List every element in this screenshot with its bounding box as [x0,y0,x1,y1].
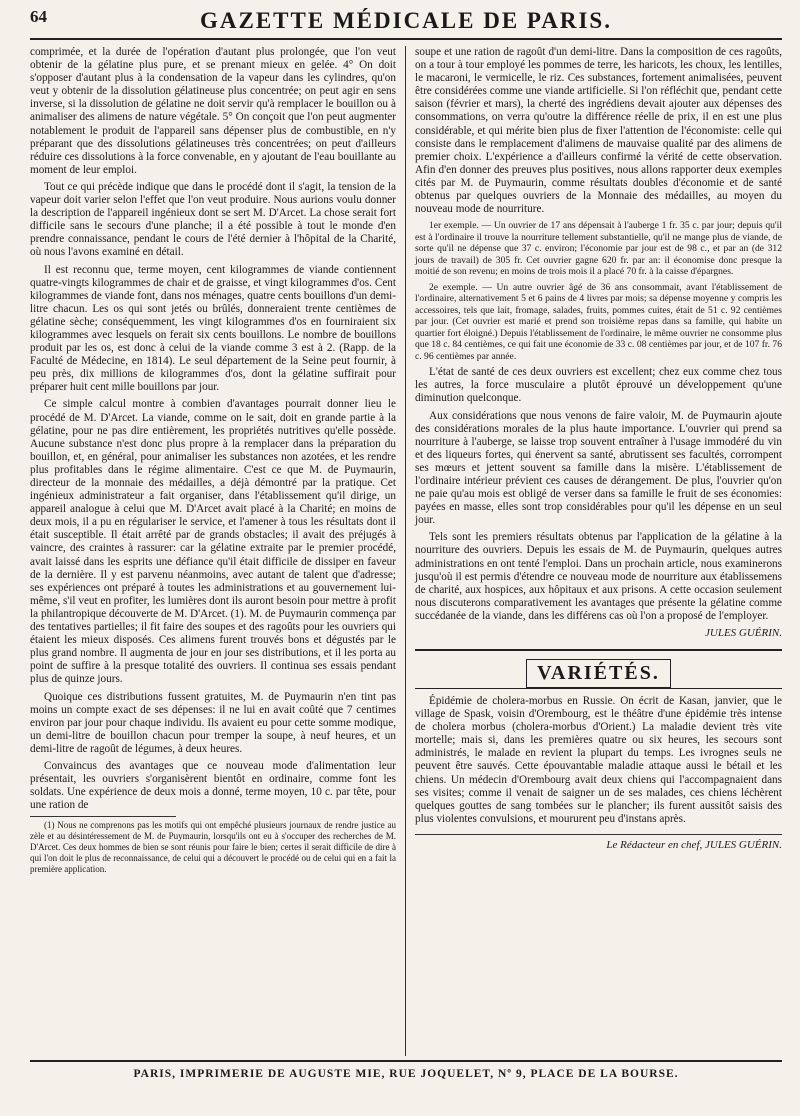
left-column [30,46,406,1056]
left-paragraph: comprimée, et la durée de l'opération d'autant plus prolongée, que l'on veut obtenir de la gélatine plus pure, et se prenant mieux en gelée. 4° On doit s'opposer d'autant plus à la condensation de la vapeur dans les cylindres, qu'on veut y obtenir de la dissolution gélatineuse plus concentrée; on peut agir en sens inverse, si la dissolution de gélatine ne doit servir qu'à remplacer le bouillon ou à animaliser des alimens de nature végétale. 5° On conçoit que l'on peut augmenter notablement le produit de l'appareil sans dépenser plus de combustible, en n'y préparant que des dissolutions gélatineuses très concentrées; on peut d'ailleurs réduire ces dissolutions à la force convenable, en y ajoutant de l'eau bouillante au moment de leur emploi. [30,46,396,176]
right-paragraph: Aux considérations que nous venons de faire valoir, M. de Puymaurin ajoute des considérations morales de la plus haute importance. L'ouvrier qui prend sa nourriture à l'auberge, se laisse trop souvent entraîner à l'usage immodéré du vin et des liqueurs fortes, qui énervent sa santé, abrutissent ses facultés, corrompent ses mœurs et jettent souvent sa famille dans la misère. L'établissement de l'ordinaire intérieur prévient ces causes de dérangement. De plus, l'ouvrier qu'on ne paie qu'au mois est obligé de verser dans sa famille le fruit de ses économies: payées en masse, elles sont trop considérables pour qu'il les dépense en un seul jour. [415,409,782,527]
right-paragraph: Tels sont les premiers résultats obtenus par l'application de la gélatine à la nourriture des ouvriers. Depuis les essais de M. de Puymaurin, quelques autres administrations en ont tenté l'emploi. Dans un prochain article, nous examinerons jusqu'où il est permis d'étendre ce nouveau mode de nourriture aux établissemens de charité, aux hospices, aux hôpitaux et aux prisons. A cette occasion seulement nous discuterons comparativement les avantages que présente la gélatine comme succédanée de la viande, dans les différens cas où l'on a proposé de l'employer. [415,531,782,622]
right-paragraph: soupe et une ration de ragoût d'un demi-litre. Dans la composition de ces ragoûts, on a tour à tour employé les pommes de terre, les haricots, les choux, les lentilles, le macaroni, le vermicelle, le riz. Ces substances, fortement animalisées, peuvent être considérées comme une viande artificielle. Si l'on réfléchit que, pendant cette saison (février et mars), la cherté des ingrédiens devait ajouter aux dépenses des consommations, on verra qu'outre la différence réelle de prix, il en est une plus considérable, et qui mérite bien plus de fixer l'attention de l'économiste: celle qui consiste dans le remplacement d'alimens de mauvaise qualité par des alimens de premier choix. L'expérience a d'ailleurs confirmé la vérité de cette observation. Afin d'en donner des preuves plus positives, nous allons rapporter deux exemples cités par M. de Puymaurin, comme résultats doubles d'économie et de santé obtenus par quelques ouvriers de la Monnaie des médailles, au moyen du nouveau mode de nourriture. [415,46,782,216]
section-title-varietes [415,649,782,689]
right-column [406,46,782,1056]
article-columns [30,46,782,1056]
left-paragraph: Il est reconnu que, terme moyen, cent kilogrammes de viande contiennent quatre-vingts kilogrammes de chair et de graisse, et vingt kilogrammes d'os. Cent kilogrammes de viande font, dans nos ménages, quatre cents bouillons d'un demi-litre chacun. Les os qui sont jetés ou brûlés, donneraient trente centièmes de gélatine sèche; conséquemment, les vingt kilogrammes d'os en fourniraient six kilogrammes avec lesquels on ferait six cents bouillons. Le nombre de bouillons produit par les os, est donc à celui de la viande comme 3 est à 2. (Rapp. de la Faculté de Médecine, en 1814). Le seul département de la Seine peut fournir, à peu près, dix millions de kilogrammes d'os, dont la gélatine suffirait pour préparer huit cent mille bouillons par jour. [30,263,396,394]
left-paragraph: Ce simple calcul montre à combien d'avantages pourrait donner lieu le procédé de M. D'Arcet. La viande, comme on le sait, doit en grande partie à la gélatine, pour ne pas dire entièrement, les propriétés nutritives qu'elle possède. Aucune substance n'est donc plus propre à la remplacer dans la préparation du bouillon, et, en général, pour animaliser les substances non azotées, et les rendre plus profitables dans le régime alimentaire. C'est ce que M. de Puymaurin, directeur de la monnaie des médailles, a déjà démontré par la pratique. Cet ingénieux administrateur a fait organiser, dans l'établissement qu'il dirige, un appareil analogue à celui que M. D'Arcet avait placé à la Charité; en moins de deux mois, il a pu en régulariser le service, et l'amener à tous les résultats dont il était susceptible. Il était arrêté par de grands obstacles; il avait des préjugés à vaincre, des craintes à rassurer: car la gélatine extraite par le premier procédé, avait laissé dans les esprits une défiance qu'il était difficile de dissiper en faveur de la dernière. Il y est parvenu néanmoins, avec autant de talent que d'adresse; ses expériences ont préparé à toutes les administrations et au gouvernement lui-même, s'il veut en profiter, les lumières dont ils auront besoin pour mettre à profit la philantropique découverte de M. D'Arcet. (1). M. de Puymaurin commença par des tentatives partielles; il fit faire des soupes et des ragoûts pour les ouvriers qui étaient les mieux disposés. Ces alimens furent trouvés bons et dégustés par le plus grand nombre. Il augmenta de jour en jour ses distributions, et il les porta au point de suffire à la presque totalité des ouvriers. Il continua ses essais pendant plus de quinze jours. [30,398,396,686]
section-title-text: VARIÉTÉS. [526,659,671,688]
page-number: 64 [30,7,47,26]
example-paragraph: 2e exemple. — Un autre ouvrier âgé de 36 ans consommait, avant l'établissement de l'ordinaire, alternativement 5 et 6 pains de 4 livres par mois; sa dépense moyenne y compris les accessoires, tels que lait, fromage, salades, fruits, pommes cuites, était de 51 c. 92 centièmes par jour. (Cet ouvrier est marié et prend son troisième repas dans sa famille, qui habite un quartier fort éloigné.) Depuis l'établissement de l'ordinaire, le même ouvrier ne consomme plus que 18 c. 84 centièmes, ce qui fait une économie de 33 c. 08 centièmes par jour, et de 107 fr. 76 c. 96 centièmes par année. [415,281,782,362]
article-signature: JULES GUÉRIN. [705,627,782,639]
editor-signature [415,834,782,851]
page-header [30,4,782,40]
printer-imprint: PARIS, IMPRIMERIE DE AUGUSTE MIE, RUE JOQUELET, Nº 9, PLACE DE LA BOURSE. [30,1060,782,1080]
example-paragraph: 1er exemple. — Un ouvrier de 17 ans dépensait à l'auberge 1 fr. 35 c. par jour; depuis qu'il est à l'ordinaire il trouve la nourriture tellement substantielle, qu'il ne mange plus de viande, de sorte qu'il ne dépense que 37 c. environ; l'économie par jour est de 98 c., et par an (de 312 jours de travail) de 305 fr. Cet ouvrier gagne 620 fr. par an: il économise donc presque la moitié de son revenu; en moins de trois mois il a placé 70 fr. à la caisse d'épargnes. [415,220,782,278]
left-paragraph: Quoique ces distributions fussent gratuites, M. de Puymaurin n'en tint pas moins un compte exact de ses dépenses: il ne lui en avait coûté que 7 centimes environ par jour pour chaque individu. Ils avaient eu pour cette somme modique, un demi-litre de bouillon chacun pour tremper la soupe, à neuf heures, et un demi-litre de ragoût de légumes, à deux heures. [30,690,396,755]
footnote-rule [30,816,176,817]
editor-name: JULES GUÉRIN. [705,838,782,851]
masthead-title: GAZETTE MÉDICALE DE PARIS. [200,8,612,33]
varietes-paragraph: Épidémie de cholera-morbus en Russie. On écrit de Kasan, janvier, que le village de Spask, voisin d'Orembourg, est le théâtre d'une épidémie très intense de cholera morbus (cholera-morbus d'Orient.) La maladie devient très vite mortelle; mais si, dans les premières quatre ou six heures, les secours sont administrés, le malade en revient la plupart du temps. Les ivrognes seuls ne peuvent être sauvés. Cette épouvantable maladie attaque aussi le bétail et les chiens. Un médecin d'Orembourg avait deux chiens qui l'accompagnaient dans ses visites; comme il venait de saigner un de ses malades, ces chiens léchèrent quelques gouttes de sang tombées sur le plancher; ils furent aussitôt saisis des plus violentes convulsions, et moururent peu d'instans après. [415,695,782,825]
editor-label: Le Rédacteur en chef, [606,838,703,851]
left-paragraph: Convaincus des avantages que ce nouveau mode d'alimentation leur présentait, les ouvriers s'organisèrent bientôt en ordinaire, comme font les soldats. Une expérience de deux mois a donné, terme moyen, 10 c. par tête, pour une ration de [30,759,396,812]
footnote: (1) Nous ne comprenons pas les motifs qui ont empêché plusieurs journaux de rendre justice au zèle et au désintéressement de M. de Puymaurin, lorsqu'ils ont eu à s'occuper des recherches de M. D'Arcet. Ces deux hommes de bien se sont réunis pour faire le bien; certes il serait difficile de dire à qui l'on doit le plus de reconnaissance, de celui qui a découvert le procédé ou de celui qui en a fait la première application. [30,820,396,875]
right-paragraph: L'état de santé de ces deux ouvriers est excellent; chez eux comme chez tous les autres, la force musculaire a plutôt éprouvé un développement qu'une diminution quelconque. [415,366,782,405]
left-paragraph: Tout ce qui précède indique que dans le procédé dont il s'agit, la tension de la vapeur doit varier selon l'effet que l'on veut produire. Nous aurions voulu donner la description de l'appareil ingénieux dont se sert M. D'Arcet. La chose serait fort difficile sans le secours d'une planche; il a été possible à tout le monde d'en prendre connaissance, pendant le cours de l'été dernier à l'hôpital de la Charité, où nous l'avons examiné en détail. [30,180,396,259]
